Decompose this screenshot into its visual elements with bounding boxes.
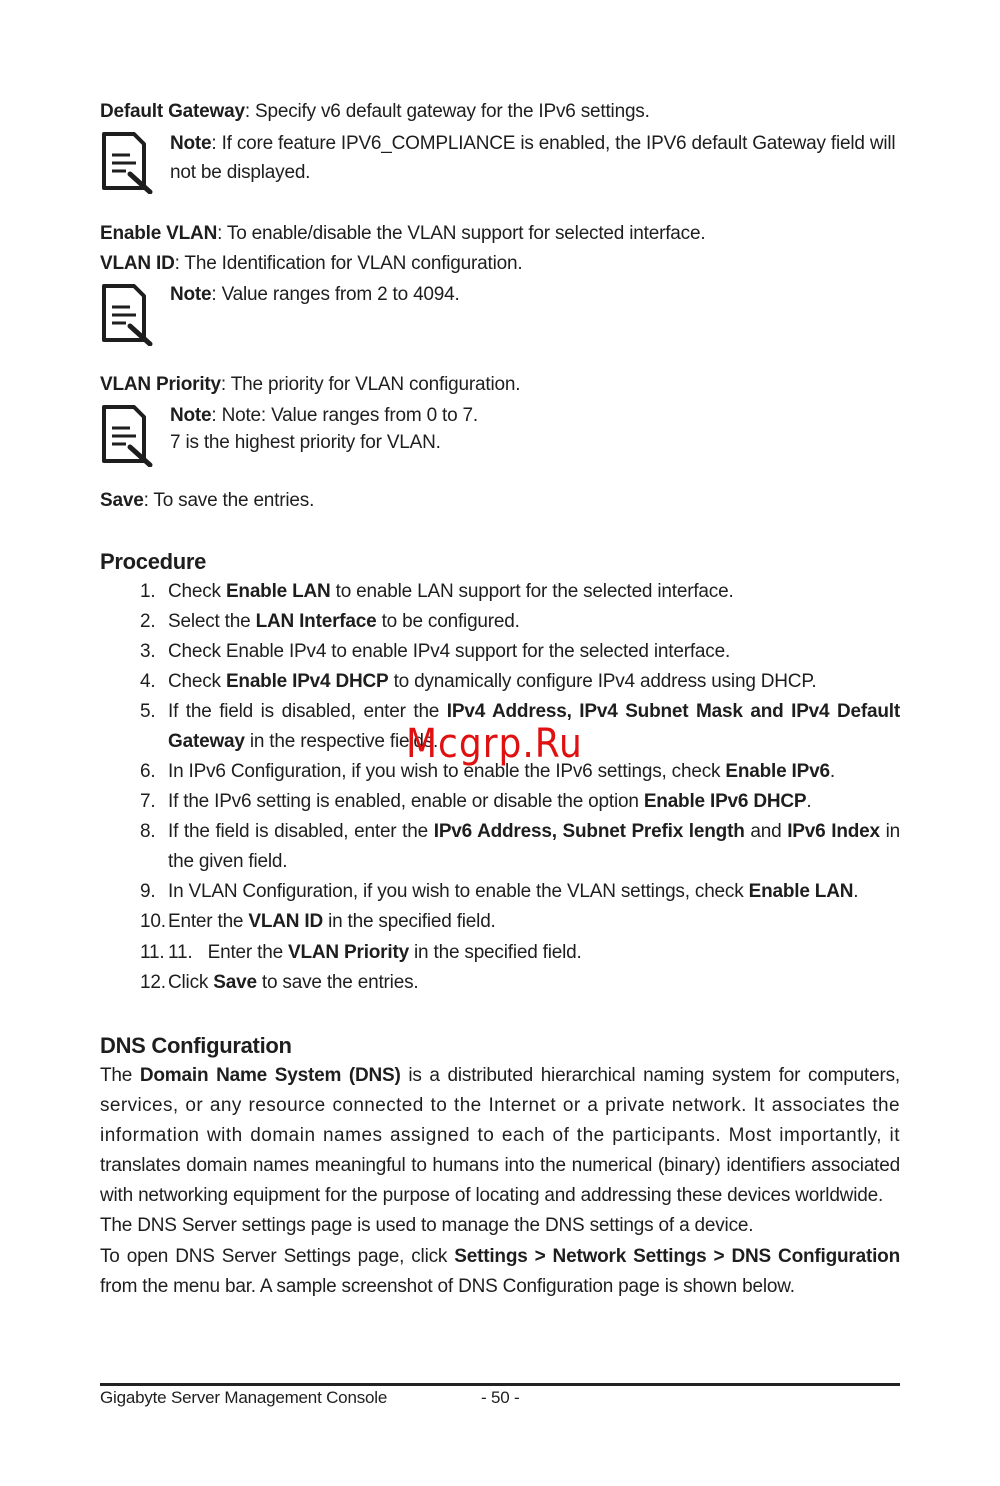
note-icon [100,282,154,346]
step-text: to be configured. [376,611,520,632]
step-bold: Enable IPv4 DHCP [225,671,389,692]
step-text: If the IPv6 setting is enabled, enable or disable the option [168,791,644,812]
watermark: Mcgrp.Ru [406,721,583,767]
step-bold: Enable IPv6 DHCP [643,791,807,812]
note2-label: Note [170,284,212,305]
step-bold: LAN Interface [255,611,377,632]
step-bold: VLAN Priority [288,942,409,963]
list-item [168,971,418,995]
step-text: Enter the [168,911,249,932]
step-bold: Gateway [168,731,245,752]
enable-vlan-term: Enable VLAN [100,223,218,244]
list-item [168,820,900,844]
note3-text: : Note: Value ranges from 0 to 7. [211,405,479,426]
dns-paragraph-line: from the menu bar. A sample screenshot of DNS Configuration page is shown below. [100,1276,795,1297]
step-number: 3. [140,641,156,662]
step-bold: IPv6 Address, Subnet Prefix length [433,821,745,842]
step-bold: Enable IPv6 [725,761,830,782]
footer-title: Gigabyte Server Management Console [100,1388,388,1407]
default-gateway-line [100,100,650,124]
save-line [100,489,314,513]
step-bold: IPv6 Index [787,821,880,842]
step-number: 8. [140,821,156,842]
list-item [168,880,858,904]
save-term: Save [100,490,144,511]
step-number: 2. [140,611,156,632]
dns-paragraph-line: The DNS Server settings page is used to manage the DNS settings of a device. [100,1215,754,1236]
dns-bold: Settings > Network Settings > DNS Configuration [454,1246,900,1267]
page-number: - 50 - [481,1388,520,1407]
step-number: 12. [140,972,166,993]
step-text: Select the [168,611,256,632]
note-icon [100,130,154,194]
note-icon [100,403,154,467]
step-bold: Enable LAN [748,881,854,902]
note3-line2: 7 is the highest priority for VLAN. [170,432,441,453]
step-text: and [744,821,788,842]
note3-label: Note [170,405,212,426]
default-gateway-term: Default Gateway [100,101,245,122]
step-number: 5. [140,701,156,722]
list-item [168,790,811,814]
step-text: In IPv6 Configuration, if you wish to enable the IPv6 settings, check [168,761,726,782]
procedure-heading: Procedure [100,549,207,574]
step-number: 1. [140,581,156,602]
step-text: . [853,881,859,902]
dns-paragraph-line: with networking equipment for the purpose of locating and addressing these devices worldwide. [100,1185,884,1206]
step-text: in the specified field. [323,911,496,932]
enable-vlan-line [100,222,705,246]
list-item-continued: the given field. [168,851,288,872]
dns-text: The [100,1065,140,1086]
dns-paragraph-line [100,1064,900,1088]
dns-paragraph-line: information with domain names assigned to each of the participants. Most importantly, it [100,1125,900,1146]
step-text: to save the entries. [256,972,419,993]
note1-label: Note [170,133,212,154]
footer-divider [100,1383,900,1386]
list-item [168,670,816,694]
step-bold: Enable LAN [225,581,331,602]
vlan-priority-line [100,373,520,397]
step-number: 4. [140,671,156,692]
step-text: in [879,821,900,842]
note1-line1 [170,132,895,156]
step-number: 10. [140,911,166,932]
dns-text: To open DNS Server Settings page, click [100,1246,455,1267]
step-text: Click [168,972,214,993]
save-desc: : To save the entries. [143,490,315,511]
step-text: in the respective fields. [244,731,439,752]
step-number: 11. [140,942,165,963]
step-bold: Save [213,972,257,993]
step-text: 11. Enter the [168,942,289,963]
note2-text: : Value ranges from 2 to 4094. [211,284,460,305]
dns-paragraph-line: services, or any resource connected to the Internet or a private network. It associates the [100,1095,900,1116]
list-item [168,910,496,934]
step-number: 7. [140,791,156,812]
note2-line1 [170,283,460,307]
step-bold: IPv4 Address, IPv4 Subnet Mask and IPv4 Default [446,701,901,722]
step-text: . [806,791,812,812]
list-item-continued [168,730,438,754]
step-text: . [829,761,835,782]
step-text: Check [168,671,226,692]
vlan-priority-term: VLAN Priority [100,374,221,395]
list-item: Check Enable IPv4 to enable IPv4 support for the selected interface. [168,641,731,662]
note3-line1 [170,404,478,428]
note1-text: : If core feature IPV6_COMPLIANCE is enabled, the IPV6 default Gateway field will [211,133,896,154]
step-text: in the specified field. [408,942,582,963]
default-gateway-desc: : Specify v6 default gateway for the IPv6 settings. [244,101,650,122]
step-text: to dynamically configure IPv4 address using DHCP. [388,671,817,692]
step-bold: VLAN ID [248,911,323,932]
step-text: In VLAN Configuration, if you wish to enable the VLAN settings, check [168,881,749,902]
list-item [168,941,582,965]
list-item [168,580,734,604]
list-item [168,610,520,634]
step-text: If the field is disabled, enter the [168,701,447,722]
dns-heading: DNS Configuration [100,1033,292,1058]
vlan-id-line [100,252,522,276]
dns-bold: Domain Name System (DNS) [139,1065,401,1086]
step-text: Check [168,581,226,602]
step-text: If the field is disabled, enter the [168,821,434,842]
step-number: 6. [140,761,156,782]
dns-text: is a distributed hierarchical naming system for computers, [400,1065,900,1086]
dns-paragraph-line [100,1245,900,1269]
vlan-id-term: VLAN ID [100,253,175,274]
vlan-priority-desc: : The priority for VLAN configuration. [220,374,521,395]
step-text: to enable LAN support for the selected interface. [330,581,734,602]
dns-paragraph-line: translates domain names meaningful to humans into the numerical (binary) identifiers associated [100,1155,900,1176]
note1-line2: not be displayed. [170,162,311,183]
step-number: 9. [140,881,156,902]
enable-vlan-desc: : To enable/disable the VLAN support for selected interface. [217,223,706,244]
vlan-id-desc: : The Identification for VLAN configuration. [174,253,523,274]
